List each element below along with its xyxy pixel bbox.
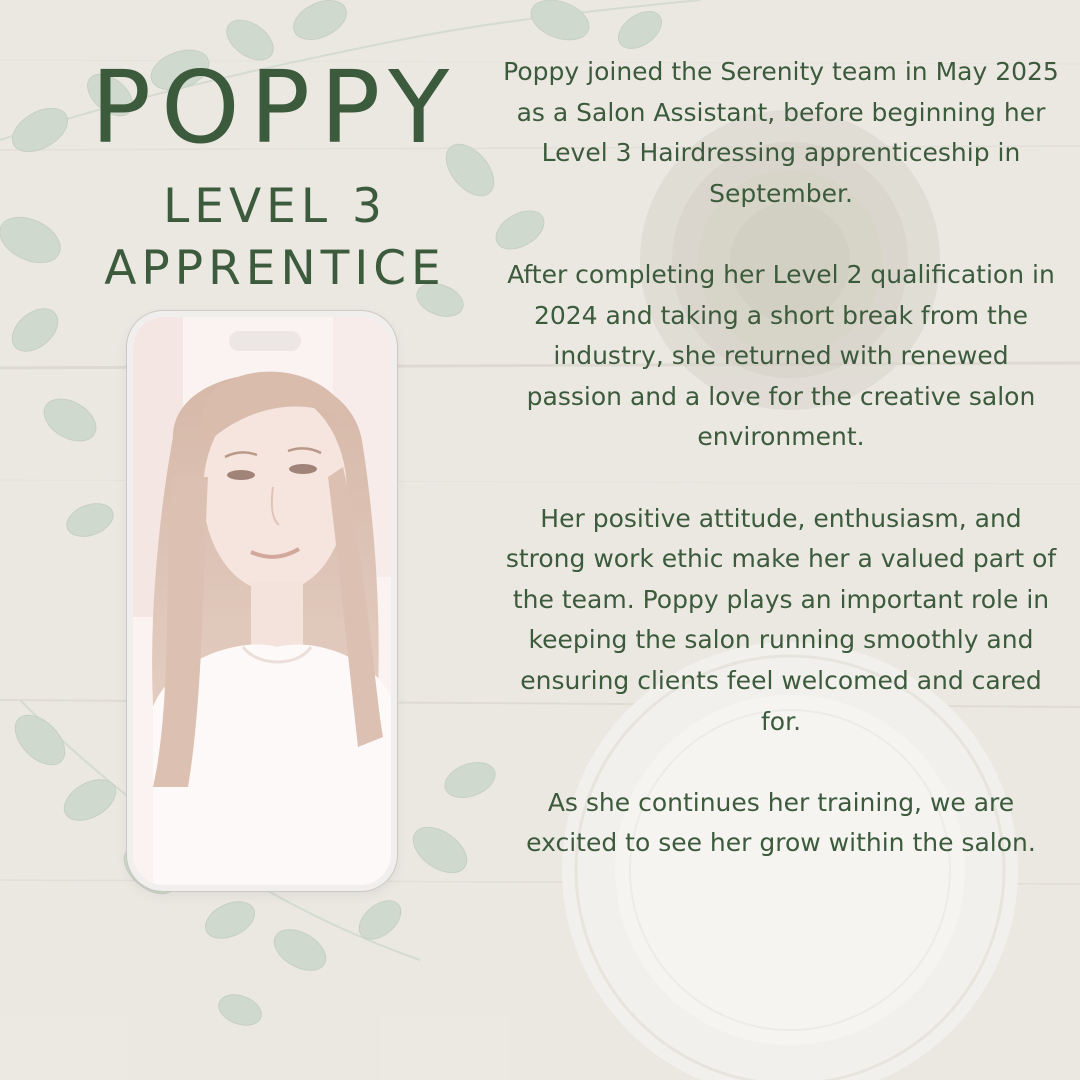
phone-notch [229,331,301,351]
phone-frame [127,311,397,891]
bio-paragraph-1: Poppy joined the Serenity team in May 2025 as a Salon Assistant, before beginning her Level 3 Hairdressing apprenticeship in September. [503,57,1059,208]
bio-text [503,52,1059,864]
bio-paragraph-3: Her positive attitude, enthusiasm, and strong work ethic make her a valued part of the team. Poppy plays an important role in keeping the salon running smoothly and ensuring clients feel welcomed and cared for. [505,503,1057,736]
role-line-2: APPRENTICE [104,241,446,296]
role-line-1: LEVEL 3 [163,179,387,234]
profile-photo [133,317,391,885]
profile-role [20,176,530,300]
bio-paragraph-2: After completing her Level 2 qualification in 2024 and taking a short break from the industry, she returned with renewed passion and a love for the creative salon environment. [507,259,1055,452]
bio-paragraph-4: As she continues her training, we are excited to see her grow within the salon. [526,787,1036,858]
profile-name: POPPY [90,49,460,166]
